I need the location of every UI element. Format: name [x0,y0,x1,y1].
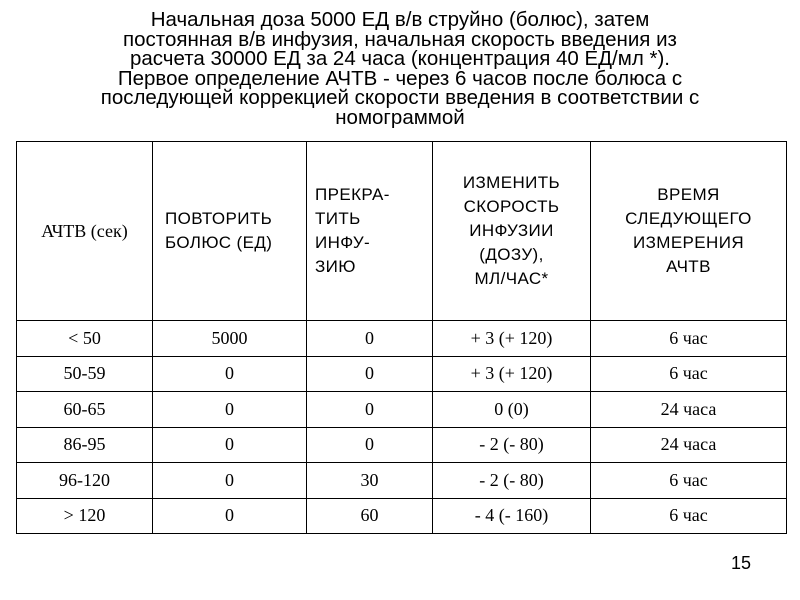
header-line: ВРЕМЯ [657,185,720,204]
header-line: ИНФУЗИИ [469,221,554,240]
header-change-rate [433,142,591,321]
cell-next-time: 6 час [591,463,787,499]
cell-next-time: 6 час [591,321,787,357]
title-line: номограммой [335,105,465,129]
cell-bolus: 0 [153,356,307,392]
header-line: АЧТВ (сек) [41,221,128,241]
header-line: БОЛЮС (ЕД) [165,233,273,252]
header-line: ИЗМЕРЕНИЯ [632,233,745,252]
table-header-row [17,142,787,321]
table-row [17,498,787,534]
cell-bolus: 5000 [153,321,307,357]
cell-rate-change: - 2 (- 80) [433,427,591,463]
cell-next-time: 6 час [591,356,787,392]
header-line: ПОВТОРИТЬ [165,209,273,228]
cell-stop: 0 [307,356,433,392]
cell-bolus: 0 [153,463,307,499]
header-line: СЛЕДУЮЩЕГО [625,209,752,228]
table-row [17,463,787,499]
cell-bolus: 0 [153,427,307,463]
header-line: АЧТВ [666,257,711,276]
header-line: ИНФУ- [315,233,371,252]
header-line: ТИТЬ [315,209,361,228]
page-number: 15 [731,553,752,573]
slide-title [18,10,782,127]
cell-bolus: 0 [153,392,307,428]
header-repeat-bolus [153,142,307,321]
cell-aptt: 60-65 [17,392,153,428]
nomogram-table [16,141,787,534]
cell-next-time: 6 час [591,498,787,534]
header-line: СКОРОСТЬ [463,197,560,216]
cell-stop: 0 [307,427,433,463]
cell-aptt: 86-95 [17,427,153,463]
title-line: Начальная доза 5000 ЕД в/в струйно (болюс), затем [150,8,650,31]
header-line: МЛ/ЧАС* [474,269,549,288]
cell-aptt: < 50 [17,321,153,357]
header-line: ПРЕКРА- [315,185,390,204]
cell-rate-change: + 3 (+ 120) [433,321,591,357]
title-line: постоянная в/в инфузия, начальная скорость введения из [123,27,677,51]
title-line: Первое определение АЧТВ - через 6 часов после болюса с [117,66,683,90]
cell-rate-change: - 2 (- 80) [433,463,591,499]
header-next-measurement [591,142,787,321]
cell-stop: 30 [307,463,433,499]
table-row [17,356,787,392]
cell-stop: 0 [307,392,433,428]
cell-stop: 0 [307,321,433,357]
cell-rate-change: 0 (0) [433,392,591,428]
header-line: ИЗМЕНИТЬ [462,173,561,192]
table-row [17,392,787,428]
cell-bolus: 0 [153,498,307,534]
table-row [17,321,787,357]
header-line: ЗИЮ [315,257,356,276]
cell-rate-change: - 4 (- 160) [433,498,591,534]
title-line: последующей коррекцией скорости введения в соответствии с [100,86,700,109]
cell-aptt: 96-120 [17,463,153,499]
header-stop-infusion [307,142,433,321]
title-line: расчета 30000 ЕД за 24 часа (концентрация 40 ЕД/мл *). [129,47,671,70]
cell-rate-change: + 3 (+ 120) [433,356,591,392]
cell-aptt: 50-59 [17,356,153,392]
cell-aptt: > 120 [17,498,153,534]
cell-next-time: 24 часа [591,427,787,463]
cell-stop: 60 [307,498,433,534]
table-row [17,427,787,463]
header-aptt [17,142,153,321]
header-line: (ДОЗУ), [479,245,544,264]
cell-next-time: 24 часа [591,392,787,428]
